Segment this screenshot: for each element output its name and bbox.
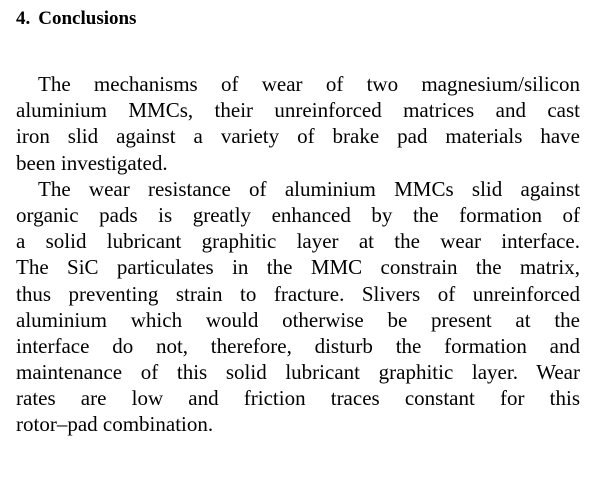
paragraph-line: iron slid against a variety of brake pad materials have xyxy=(16,124,580,149)
conclusions-body xyxy=(16,71,580,438)
paragraph-line: rates are low and friction traces constant for this xyxy=(16,386,580,411)
paragraph-line: aluminium which would otherwise be present at the xyxy=(16,307,580,332)
section-title: Conclusions xyxy=(38,8,137,29)
section-number: 4. xyxy=(16,8,31,29)
paragraph-line: thus preventing strain to fracture. Slivers of unreinforced xyxy=(16,281,580,306)
paragraph-line: maintenance of this solid lubricant graphitic layer. Wear xyxy=(16,360,580,385)
paragraph-line: been investigated. xyxy=(16,150,168,175)
paragraph-line: rotor–pad combination. xyxy=(16,412,214,437)
section-heading xyxy=(16,6,136,32)
paragraph-line: The mechanisms of wear of two magnesium/silicon xyxy=(38,72,580,96)
paragraph-2 xyxy=(16,176,580,438)
paragraph-line: aluminium MMCs, their unreinforced matrices and cast xyxy=(16,98,580,123)
paragraph-line: organic pads is greatly enhanced by the formation of xyxy=(16,202,580,227)
paragraph-1 xyxy=(16,71,580,176)
paragraph-line: interface do not, therefore, disturb the formation and xyxy=(16,333,580,358)
paragraph-line: a solid lubricant graphitic layer at the wear interface. xyxy=(16,229,580,254)
paragraph-line: The SiC particulates in the MMC constrain the matrix, xyxy=(16,255,580,280)
paragraph-line: The wear resistance of aluminium MMCs slid against xyxy=(38,176,580,201)
